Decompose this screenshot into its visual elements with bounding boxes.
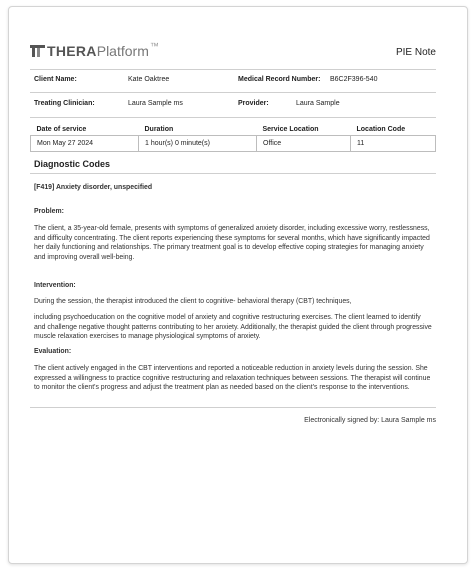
diagnostic-codes-title: Diagnostic Codes — [34, 159, 111, 169]
intervention-label: Intervention: — [34, 282, 76, 289]
theraplatform-logo — [30, 40, 159, 62]
provider-label: Provider: — [238, 100, 269, 107]
electronic-signature: Electronically signed by: Laura Sample ms — [304, 417, 436, 424]
table-row — [31, 136, 436, 152]
visit-table-header — [31, 122, 436, 136]
intervention-text-1: During the session, the therapist introduced the client to cognitive- behavioral therapy (CBT) techniques, — [34, 298, 352, 305]
header-duration: Duration — [144, 125, 174, 133]
divider — [30, 92, 436, 93]
evaluation-text: The client actively engaged in the CBT interventions and reported a noticeable reduction in anxiety levels during the session. She expressed a willingness to practice cognitive restructuring and relaxation techniques between sessions. The therapist will continue to monitor the client's progress and adjust the treatment plan as needed based on the client's response to the interventions. — [34, 365, 431, 392]
client-name-label: Client Name: — [34, 76, 77, 83]
provider-value: Laura Sample — [296, 100, 340, 107]
mrn-value: B6C2F396-540 — [330, 76, 378, 83]
cell-service-location: Office — [257, 136, 351, 152]
logo-text-platform: Platform — [96, 43, 149, 59]
document-title: PIE Note — [395, 47, 436, 58]
clinician-value: Laura Sample ms — [128, 100, 183, 107]
mrn-label: Medical Record Number: — [238, 76, 321, 83]
header-service-location: Service Location — [262, 125, 319, 133]
divider — [30, 117, 436, 118]
problem-label: Problem: — [34, 208, 64, 215]
diagnostic-code: [F419] Anxiety disorder, unspecified — [34, 184, 153, 191]
divider — [30, 173, 436, 174]
divider — [30, 69, 436, 70]
logo-text-thera: THERA — [47, 43, 97, 59]
cell-location-code: 11 — [351, 136, 436, 152]
cell-date-of-service: Mon May 27 2024 — [31, 136, 139, 152]
cell-duration: 1 hour(s) 0 minute(s) — [139, 136, 257, 152]
logo-trademark: ™ — [149, 41, 159, 51]
info-row-clinician — [34, 100, 434, 112]
divider — [30, 407, 436, 408]
problem-text: The client, a 35-year-old female, presents with symptoms of generalized anxiety disorder, including excessive worry, restlessness, and difficulty concentrating. The client reports experiencing these symptoms for several months, which have significantly impacted her daily functioning and relationships. The primary treatment goal is to develop effective coping strategies for managing anxiety and improving overall well-being. — [34, 225, 430, 261]
intervention-text-2: including psychoeducation on the cognitive model of anxiety and cognitive restructuring exercises. The client learned to identify and challenge negative thought patterns contributing to her anxiety. Additionally, the therapist guided the client through progressive muscle relaxation exercises to manage physiological symptoms of anxiety. — [34, 314, 432, 341]
document-header — [30, 40, 436, 64]
info-row-client — [34, 76, 434, 88]
header-location-code: Location Code — [356, 125, 406, 133]
client-name-value: Kate Oaktree — [128, 76, 170, 83]
visit-table — [30, 122, 436, 152]
header-date-of-service: Date of service — [36, 125, 87, 133]
clinician-label: Treating Clinician: — [34, 100, 95, 107]
evaluation-label: Evaluation: — [34, 348, 72, 355]
thera-logo-icon — [30, 44, 46, 58]
